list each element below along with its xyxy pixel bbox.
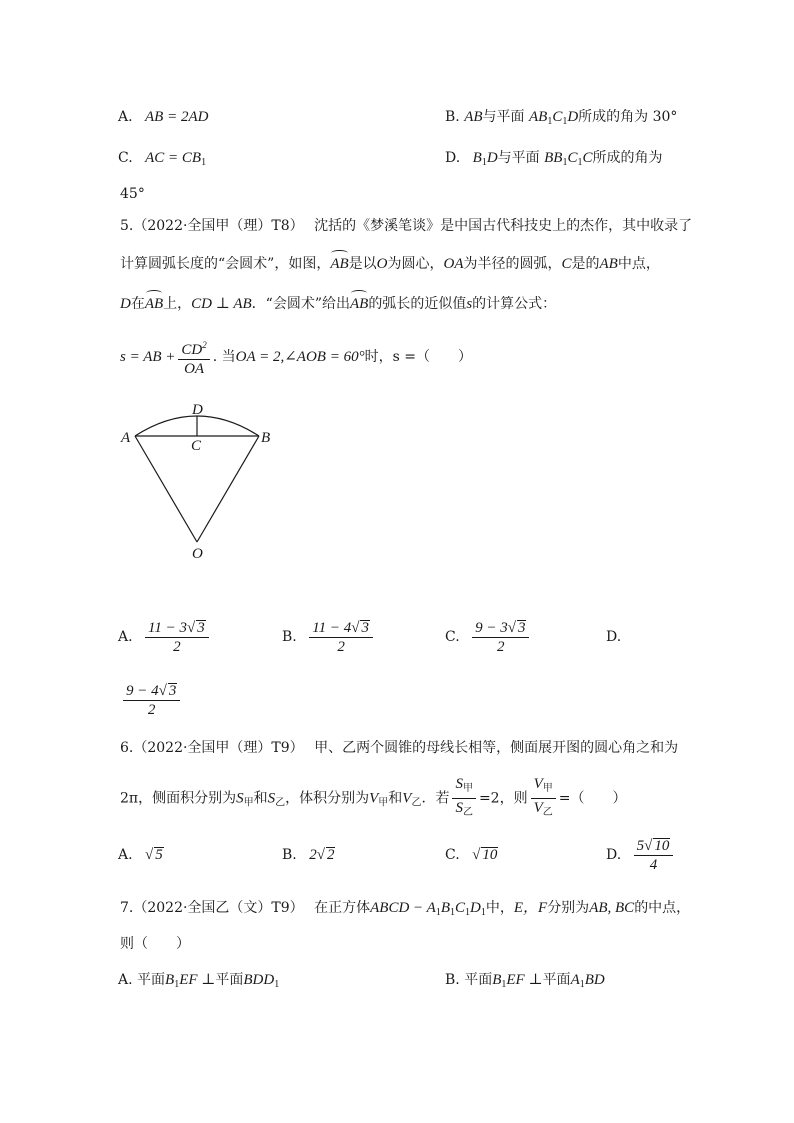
option-text: AC = $CB_1$ — [145, 150, 207, 168]
text: 所成的角为 — [592, 150, 663, 166]
q5-line-1 — [120, 216, 692, 236]
math-plane: $BB_1C_1C$ — [544, 150, 593, 168]
point-b: B — [261, 430, 271, 446]
option-label: C. — [118, 150, 133, 166]
q6-option-a: A. √ 5 — [118, 847, 163, 863]
q7-source: 7.（2022·全国乙（文）T9） — [120, 900, 304, 916]
point-a: A — [121, 430, 131, 446]
math-plane: $AB_1C_1D$ — [528, 109, 579, 127]
fraction-s: $\frac{S_甲}{S_乙}$ — [452, 775, 476, 822]
q5-text: 沈括的《梦溪笔谈》是中国古代科技史上的杰作，其中收录了 — [314, 218, 693, 234]
text: 所成的角为 30° — [578, 109, 678, 125]
math: AB — [464, 109, 483, 125]
segment-bo — [197, 436, 259, 542]
q6-option-d: D. $\frac{5√ 10}{4}$ — [606, 835, 676, 875]
q6-line-1: 6.（2022·全国甲（理）T9） 甲、乙两个圆锥的母线长相等，侧面展开图的圆心角之和为 — [120, 740, 679, 756]
q5-source: 5.（2022·全国甲（理）T8） — [120, 218, 304, 234]
q5-formula: s = AB + $\frac{CD^2}{OA}$ . 当OA = 2,∠AOB = 60°时，s =（ ） — [120, 336, 472, 378]
q5-option-c: C. $\frac{9 - 3√ 3}{2}$ — [445, 617, 532, 657]
q4-option-b — [445, 107, 677, 132]
option-label: B. — [445, 109, 460, 125]
fraction: $\frac{CD^2}{OA}$ — [178, 336, 209, 378]
q5-option-a: A. $\frac{11 - 3√ 3}{2}$ — [118, 617, 212, 657]
q7-line-2: 则（ ） — [120, 936, 190, 952]
q6-line-2: 2π，侧面积分别为$S_甲$和$S_乙$，体积分别为$V_甲$和$V_乙$．若 $\frac{S_甲}{S_乙}$ =2，则 $\frac{V_甲}{V_乙}$ =（ ） — [120, 775, 627, 824]
q6-option-c: C. √ 10 — [445, 847, 498, 863]
q5-line-2: 计算圆弧长度的“会圆术”，如图，AB是以O为圆心，OA为半径的圆弧，C是的AB中点， — [120, 256, 660, 272]
option-label: A. — [118, 109, 133, 125]
q7-option-a: A. 平面$B_1EF$ ⊥平面$BDD_1$ — [118, 972, 280, 990]
option-text: AB = 2AD — [145, 109, 209, 125]
option-label: D. — [445, 150, 461, 166]
q6-source: 6.（2022·全国甲（理）T9） — [120, 740, 304, 756]
point-d: D — [192, 402, 203, 418]
q6-option-b: B. 2√ 2 — [282, 847, 335, 863]
sector-figure — [115, 398, 285, 568]
segment-ao — [135, 436, 197, 542]
point-o: O — [192, 546, 203, 562]
point-c: C — [191, 438, 202, 454]
text: 与平面 — [497, 150, 540, 166]
arc-ab: AB — [330, 256, 349, 272]
q4-option-d — [445, 148, 662, 173]
q5-option-b: B. $\frac{11 - 4√ 3}{2}$ — [282, 617, 376, 657]
text: 与平面 — [482, 109, 525, 125]
q5-line-3: D在AB上，CD ⊥ AB．“会圆术”给出AB的弧长的近似值s的计算公式： — [120, 296, 557, 312]
q4-option-d-tail: 45° — [120, 186, 145, 202]
q4-option-c — [118, 148, 206, 173]
math: $B_1D$ — [472, 150, 498, 168]
q4-option-a — [118, 107, 208, 127]
fraction-v: $\frac{V_甲}{V_乙}$ — [531, 775, 556, 822]
q5-option-d-label: D. — [606, 629, 622, 645]
q7-option-b: B. 平面$B_1EF$ ⊥平面$A_1BD$ — [445, 972, 605, 990]
q5-option-d: $\frac{9 - 4√ 3}{2}$ — [120, 680, 183, 720]
q7-line-1: 7.（2022·全国乙（文）T9） 在正方体ABCD − $A_1B_1C_1D_1$中，E，F分别为AB, BC的中点， — [120, 900, 691, 918]
